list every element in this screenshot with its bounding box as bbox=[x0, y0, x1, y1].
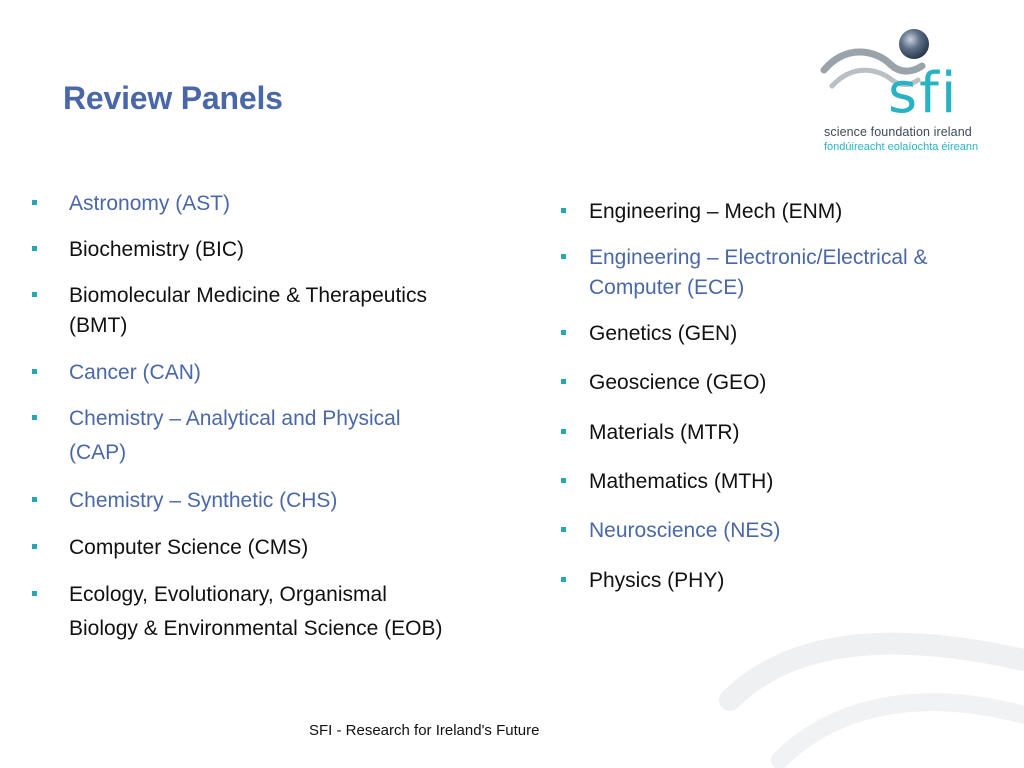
bullet-icon bbox=[32, 544, 37, 549]
list-item bbox=[589, 515, 780, 546]
bullet-icon bbox=[561, 330, 566, 335]
bullet-icon bbox=[561, 379, 566, 384]
logo-tagline-irish: fondúireacht eolaíochta éireann bbox=[824, 141, 979, 153]
list-item-text: Engineering – Mech (ENM) bbox=[589, 200, 843, 223]
logo-tagline-english: science foundation ireland bbox=[824, 125, 972, 139]
list-item bbox=[69, 403, 400, 468]
list-item-text: Computer (ECE) bbox=[589, 276, 745, 299]
list-item bbox=[589, 466, 773, 497]
list-item-text: Materials (MTR) bbox=[589, 421, 740, 444]
list-item bbox=[589, 242, 928, 303]
bullet-icon bbox=[561, 478, 566, 483]
bullet-icon bbox=[561, 254, 566, 259]
bullet-icon bbox=[561, 208, 566, 213]
list-item bbox=[69, 532, 308, 563]
bullet-icon bbox=[32, 369, 37, 374]
list-item-text: Neuroscience (NES) bbox=[589, 519, 781, 542]
list-item-text: Astronomy (AST) bbox=[69, 192, 231, 215]
list-item-text: (BMT) bbox=[69, 314, 128, 337]
list-item-text: Cancer (CAN) bbox=[69, 361, 201, 384]
slide-footer: SFI - Research for Ireland's Future bbox=[309, 722, 540, 739]
sfi-wordmark: sfi bbox=[888, 61, 959, 126]
bullet-icon bbox=[32, 246, 37, 251]
bullet-icon bbox=[561, 577, 566, 582]
list-item bbox=[589, 367, 766, 398]
bullet-icon bbox=[32, 591, 37, 596]
list-item-text: Biomolecular Medicine & Therapeutics bbox=[69, 284, 427, 307]
sfi-logo bbox=[818, 22, 1008, 162]
bullet-icon bbox=[32, 497, 37, 502]
list-item-text: Chemistry – Analytical and Physical bbox=[69, 407, 401, 430]
list-item bbox=[589, 417, 740, 448]
decorative-swoosh bbox=[700, 620, 1024, 768]
list-item-text: Physics (PHY) bbox=[589, 569, 725, 592]
bullet-icon bbox=[32, 200, 37, 205]
list-item bbox=[69, 357, 201, 388]
list-item bbox=[589, 196, 842, 227]
list-item-text: Chemistry – Synthetic (CHS) bbox=[69, 489, 338, 512]
slide-title: Review Panels bbox=[63, 80, 283, 116]
list-item-text: Biochemistry (BIC) bbox=[69, 238, 245, 261]
bullet-icon bbox=[32, 292, 37, 297]
list-item bbox=[69, 579, 443, 644]
list-item-text: Biology & Environmental Science (EOB) bbox=[69, 617, 443, 640]
list-item bbox=[69, 234, 244, 265]
list-item bbox=[589, 565, 724, 596]
list-item bbox=[69, 280, 427, 341]
list-item bbox=[69, 188, 230, 219]
list-item bbox=[589, 318, 737, 349]
list-item-text: Computer Science (CMS) bbox=[69, 536, 309, 559]
bullet-icon bbox=[32, 415, 37, 420]
list-item bbox=[69, 485, 337, 516]
list-item-text: Genetics (GEN) bbox=[589, 322, 738, 345]
list-item-text: Engineering – Electronic/Electrical & bbox=[589, 246, 928, 269]
list-item-text: Geoscience (GEO) bbox=[589, 371, 767, 394]
list-item-text: Ecology, Evolutionary, Organismal bbox=[69, 583, 387, 606]
list-item-text: (CAP) bbox=[69, 441, 127, 464]
list-item-text: Mathematics (MTH) bbox=[589, 470, 774, 493]
bullet-icon bbox=[561, 527, 566, 532]
bullet-icon bbox=[561, 429, 566, 434]
